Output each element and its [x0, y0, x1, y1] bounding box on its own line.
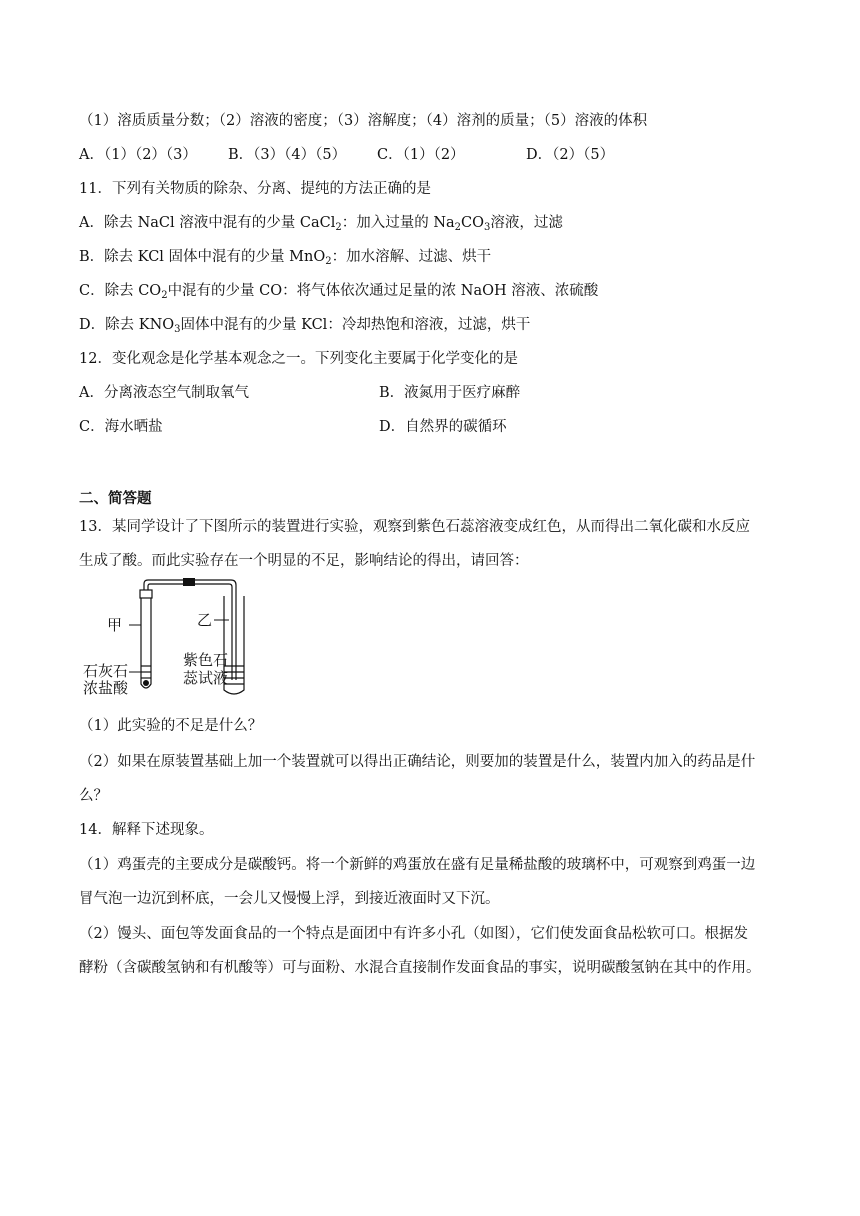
- q14-p1-line-1: （1）鸡蛋壳的主要成分是碳酸钙。将一个新鲜的鸡蛋放在盛有足量稀盐酸的玻璃杯中，可观察到鸡蛋一边: [79, 857, 756, 873]
- q12-option-b: B．液氮用于医疗麻醉: [379, 385, 521, 401]
- label-limestone: 石灰石: [83, 662, 129, 680]
- q13-stem-line-1: 13．某同学设计了下图所示的装置进行实验，观察到紫色石蕊溶液变成红色，从而得出二氧化碳和水反应: [79, 519, 750, 535]
- label-litmus-2: 蕊试液: [183, 669, 229, 687]
- limestone-solid: [143, 680, 149, 686]
- q14-stem: 14．解释下述现象。: [79, 822, 214, 838]
- q13-sub-2-line-1: （2）如果在原装置基础上加一个装置就可以得出正确结论，则要加的装置是什么，装置内加入的药品是什: [79, 754, 756, 770]
- q10-option-d: D．（2）（5）: [526, 147, 615, 163]
- experiment-apparatus-figure: [79, 578, 269, 702]
- label-conc-hcl: 浓盐酸: [83, 679, 129, 697]
- q12-option-d: D．自然界的碳循环: [379, 419, 507, 435]
- section-title: 二、简答题: [79, 491, 152, 507]
- q11-option-b: B．除去 KCl 固体中混有的少量 MnO$_2$：加水溶解、过滤、烘干: [79, 249, 492, 267]
- q10-option-a: A．（1）（2）（3）: [79, 147, 197, 163]
- rubber-connector: [183, 578, 195, 586]
- q11-option-d: D．除去 $KNO_3$固体中混有的少量 KCl：冷却热饱和溶液，过滤，烘干: [79, 317, 531, 335]
- label-yi: 乙: [197, 611, 213, 629]
- q13-stem-line-2: 生成了酸。而此实验存在一个明显的不足，影响结论的得出，请回答：: [79, 553, 529, 569]
- test-tube-jia: [140, 590, 152, 688]
- q14-p2-line-1: （2）馒头、面包等发面食品的一个特点是面团中有许多小孔（如图），它们使发面食品松软可口。根据发: [79, 926, 748, 942]
- q10-option-c: C．（1）（2）: [377, 147, 465, 163]
- q10-option-b: B．（3）（4）（5）: [228, 147, 347, 163]
- q13-sub-2-line-2: 么？: [79, 788, 108, 804]
- q10-items-line: （1）溶质质量分数；（2）溶液的密度；（3）溶解度；（4）溶剂的质量；（5）溶液的体积: [79, 113, 648, 129]
- q12-option-c: C．海水晒盐: [79, 419, 163, 435]
- q12-option-a: A．分离液态空气制取氧气: [79, 385, 249, 401]
- q11-stem: 11．下列有关物质的除杂、分离、提纯的方法正确的是: [79, 181, 431, 197]
- q14-p1-line-2: 冒气泡一边沉到杯底，一会儿又慢慢上浮，到接近液面时又下沉。: [79, 891, 500, 907]
- q11-option-c: C．除去 $CO_2$中混有的少量 CO：将气体依次通过足量的浓 NaOH 溶液、浓硫酸: [79, 283, 599, 301]
- q11-option-a: A．除去 NaCl 溶液中混有的少量 CaCl$_2$：加入过量的 $Na_2CO_3$溶液，过滤: [79, 215, 563, 233]
- q14-p2-line-2: 酵粉（含碳酸氢钠和有机酸等）可与面粉、水混合直接制作发面食品的事实，说明碳酸氢钠在其中的作用。: [79, 960, 761, 976]
- q13-sub-1: （1）此实验的不足是什么？: [79, 718, 263, 734]
- q12-stem: 12．变化观念是化学基本观念之一。下列变化主要属于化学变化的是: [79, 351, 518, 367]
- label-jia: 甲: [107, 616, 123, 634]
- label-litmus-1: 紫色石: [183, 651, 229, 669]
